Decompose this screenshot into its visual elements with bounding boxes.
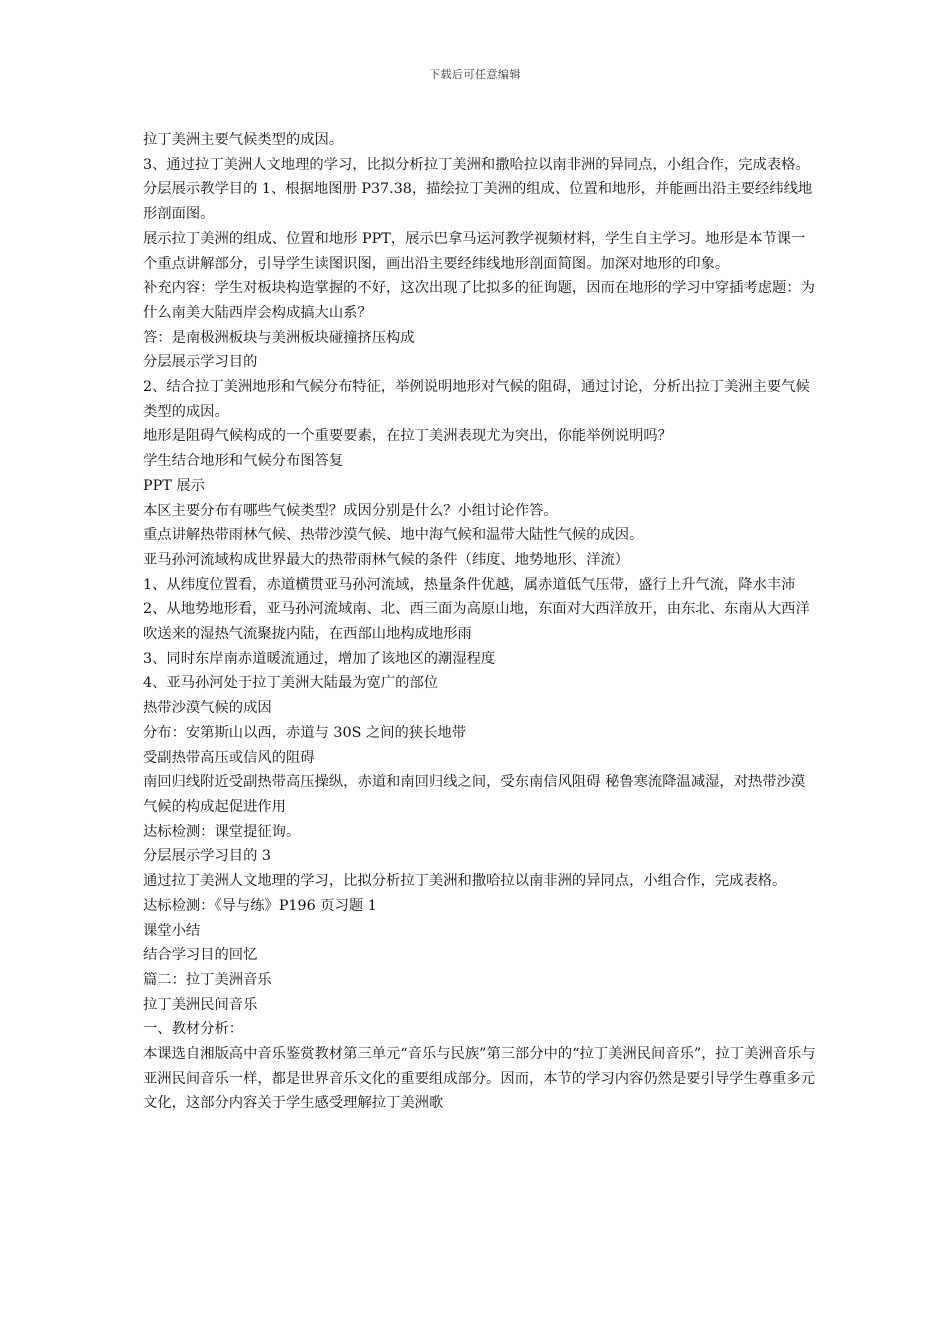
paragraph: 受副热带高压或信风的阻碍	[143, 749, 315, 766]
paragraph: 通过拉丁美洲人文地理的学习，比拟分析拉丁美洲和撒哈拉以南非洲的异同点，小组合作，完成表格。	[143, 873, 787, 890]
section-heading: 篇二：拉丁美洲音乐	[143, 971, 272, 988]
paragraph: 2、从地势地形看，亚马孙河流域南、北、西三面为高原山地，东面对大西洋放开，由东北、东南从大西洋吹送来的湿热气流聚拢内陆，在西部山地构成地形雨	[143, 601, 810, 643]
paragraph: 热带沙漠气候的成因	[143, 700, 272, 717]
paragraph: 3、通过拉丁美洲人文地理的学习，比拟分析拉丁美洲和撒哈拉以南非洲的异同点，小组合作，完成表格。	[143, 156, 810, 173]
paragraph: 达标检测：《导与练》P196 页习题 1	[143, 897, 377, 914]
paragraph: 1、从纬度位置看，赤道横贯亚马孙河流域，热量条件优越，属赤道低气压带，盛行上升气流，降水丰沛	[143, 576, 796, 593]
paragraph: 分布：安第斯山以西，赤道与 30S 之间的狭长地带	[143, 724, 467, 741]
paragraph: 一、教材分析：	[143, 1021, 244, 1038]
paragraph: 课堂小结	[143, 922, 201, 939]
paragraph: 拉丁美洲民间音乐	[143, 996, 258, 1013]
page-header: 下载后可任意编辑	[429, 68, 521, 81]
paragraph: 答：是南极洲板块与美洲板块碰撞挤压构成	[143, 329, 415, 346]
paragraph: 展示拉丁美洲的组成、位置和地形 PPT，展示巴拿马运河教学视频材料，学生自主学习。地形是本节课一个重点讲解部分，引导学生读图识图，画出沿主要经纬线地形剖面简图。加深对地形的印象。	[143, 230, 806, 272]
paragraph: 分层展示教学目的 1、根据地图册 P37.38，描绘拉丁美洲的组成、位置和地形，并能画出沿主要经纬线地形剖面图。	[143, 181, 813, 223]
paragraph: 分层展示学习目的	[143, 354, 258, 371]
paragraph: 达标检测：课堂提征询。	[143, 823, 301, 840]
document-body	[143, 128, 819, 1116]
paragraph: PPT 展示	[143, 477, 205, 494]
paragraph: 亚马孙河流域构成世界最大的热带雨林气候的条件（纬度、地势地形、洋流）	[143, 551, 630, 568]
paragraph: 拉丁美洲主要气候类型的成因。	[143, 132, 344, 148]
paragraph: 学生结合地形和气候分布图答复	[143, 453, 344, 470]
paragraph: 3、同时东岸南赤道暖流通过，增加了该地区的潮湿程度	[143, 650, 496, 667]
paragraph: 补充内容：学生对板块构造掌握的不好，这次出现了比拟多的征询题，因而在地形的学习中穿插考虑题：为什么南美大陆西岸会构成搞大山系？	[143, 280, 815, 321]
paragraph: 结合学习目的回忆	[143, 947, 258, 964]
paragraph: 地形是阻碍气候构成的一个重要要素，在拉丁美洲表现尤为突出，你能举例说明吗？	[143, 428, 672, 445]
paragraph: 2、结合拉丁美洲地形和气候分布特征，举例说明地形对气候的阻碍，通过讨论，分析出拉丁美洲主要气候类型的成因。	[143, 379, 810, 420]
paragraph: 南回归线附近受副热带高压操纵，赤道和南回归线之间，受东南信风阻碍 秘鲁寒流降温减湿，对热带沙漠气候的构成起促进作用	[143, 774, 806, 815]
paragraph: 4、亚马孙河处于拉丁美洲大陆最为宽广的部位	[143, 675, 439, 692]
paragraph: 本区主要分布有哪些气候类型？成因分别是什么？小组讨论作答。	[143, 502, 558, 519]
paragraph: 重点讲解热带雨林气候、热带沙漠气候、地中海气候和温带大陆性气候的成因。	[143, 527, 644, 544]
paragraph: 本课选自湘版高中音乐鉴赏教材第三单元“音乐与民族”第三部分中的“拉丁美洲民间音乐”，拉丁美洲音乐与亚洲民间音乐一样，都是世界音乐文化的重要组成部分。因而，本节的学习内容仍然是要引导学生尊重多元文化，这部分内容关于学生感受理解拉丁美洲歌	[143, 1046, 816, 1112]
paragraph: 分层展示学习目的 3	[143, 848, 272, 865]
